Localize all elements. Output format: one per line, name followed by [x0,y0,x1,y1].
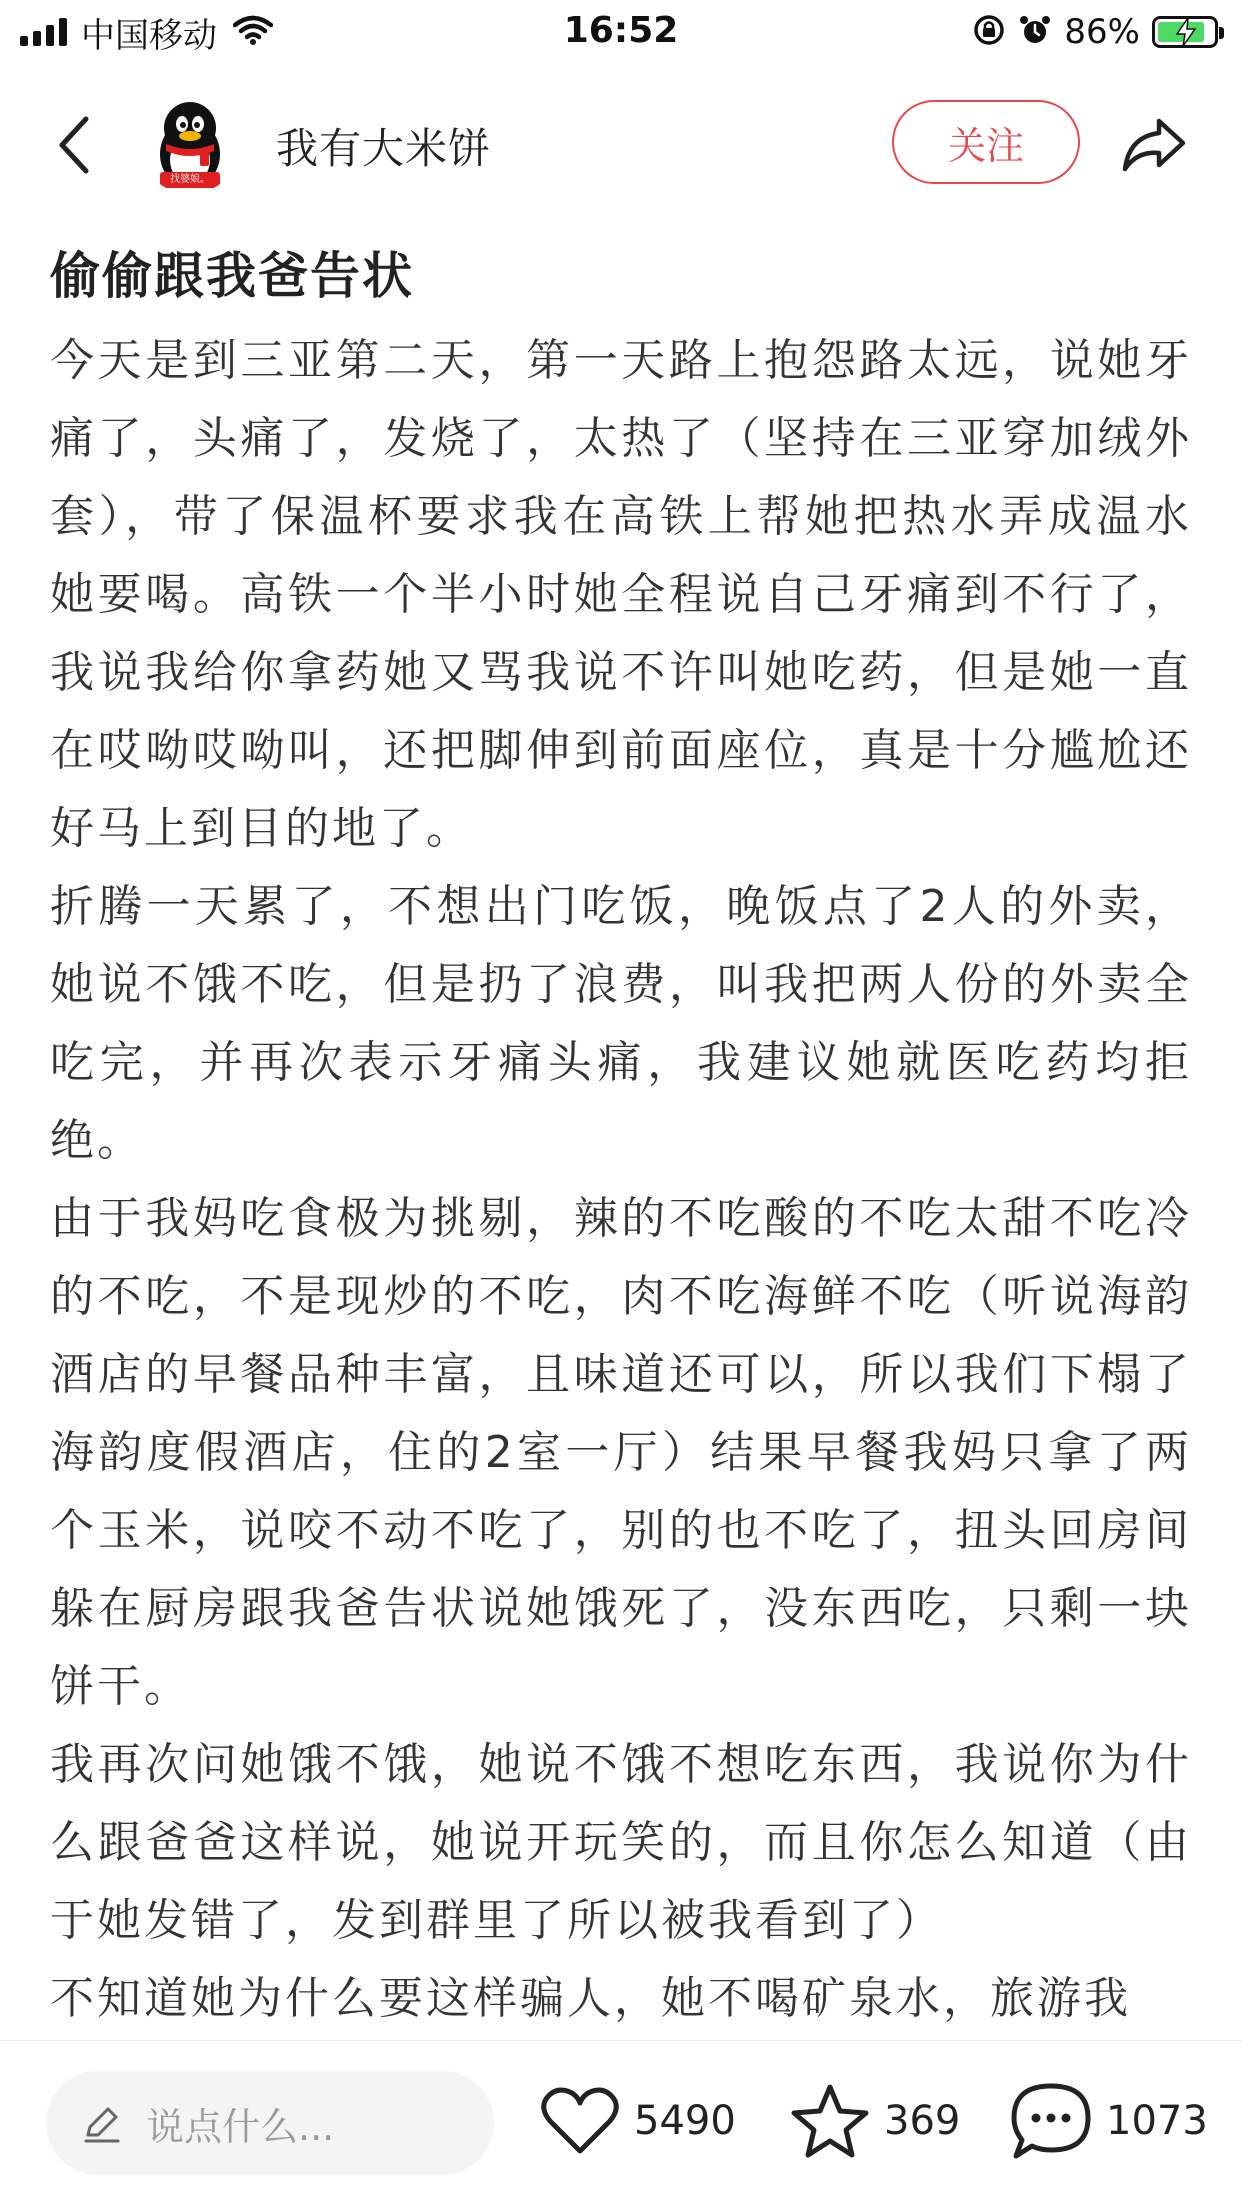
favorite-count: 369 [884,2098,961,2144]
status-time: 16:52 [563,10,679,51]
article-paragraph: 今天是到三亚第二天，第一天路上抱怨路太远，说她牙痛了，头痛了，发烧了，太热了（坚持在三亚穿加绒外套），带了保温杯要求我在高铁上帮她把热水弄成温水她要喝。高铁一个半小时她全程说自己牙痛到不行了，我说我给你拿药她又骂我说不许叫她吃药，但是她一直在哎呦哎呦叫，还把脚伸到前面座位，真是十分尴尬还好马上到目的地了。 [50,335,1192,854]
share-icon [1119,115,1189,175]
like-button[interactable] [540,2079,736,2163]
follow-button[interactable]: 关注 [892,100,1080,184]
pencil-icon [80,2101,124,2145]
battery-icon [1152,16,1218,48]
carrier-name: 中国移动 [81,15,217,56]
chat-bubble-icon [1010,2082,1092,2160]
article-paragraph: 折腾一天累了，不想出门吃饭，晚饭点了2人的外卖，她说不饿不吃，但是扔了浪费，叫我把两人份的外卖全吃完，并再次表示牙痛头痛，我建议她就医吃药均拒绝。 [50,881,1192,1166]
alarm-icon [1018,13,1052,51]
article-title: 偷偷跟我爸告状 [50,247,414,305]
bottom-action-bar [0,2040,1242,2208]
comment-button[interactable] [1010,2079,1208,2163]
username[interactable]: 我有大米饼 [276,124,492,173]
back-button[interactable] [44,110,104,180]
lock-rotation-icon [972,13,1006,51]
nav-header [0,80,1242,210]
like-count: 5490 [634,2098,736,2144]
heart-icon [540,2085,620,2157]
battery-percent: 86% [1064,12,1140,52]
article-content [50,240,1192,2040]
comment-placeholder: 说点什么... [146,2104,335,2149]
status-right [972,12,1218,52]
comment-count: 1073 [1106,2098,1208,2144]
favorite-button[interactable] [790,2079,960,2163]
star-icon [790,2083,870,2159]
avatar-badge-text: 找婆娘。 [170,174,210,185]
avatar[interactable] [140,94,240,194]
article-paragraph: 不知道她为什么要这样骗人，她不喝矿泉水，旅游我 [50,1973,1131,2024]
article-paragraph: 我再次问她饿不饿，她说不饿不想吃东西，我说你为什么跟爸爸这样说，她说开玩笑的，而且你怎么知道（由于她发错了，发到群里了所以被我看到了） [50,1739,1192,1946]
status-bar [0,0,1242,62]
share-button[interactable] [1118,110,1190,180]
article-paragraph: 由于我妈吃食极为挑剔，辣的不吃酸的不吃太甜不吃冷的不吃，不是现炒的不吃，肉不吃海鲜不吃（听说海韵酒店的早餐品种丰富，且味道还可以，所以我们下榻了海韵度假酒店，住的2室一厅）结果早餐我妈只拿了两个玉米，说咬不动不吃了，别的也不吃了，扭头回房间躲在厨房跟我爸告状说她饿死了，没东西吃，只剩一块饼干。 [50,1193,1192,1712]
comment-input[interactable] [46,2071,494,2175]
back-icon [54,115,94,175]
